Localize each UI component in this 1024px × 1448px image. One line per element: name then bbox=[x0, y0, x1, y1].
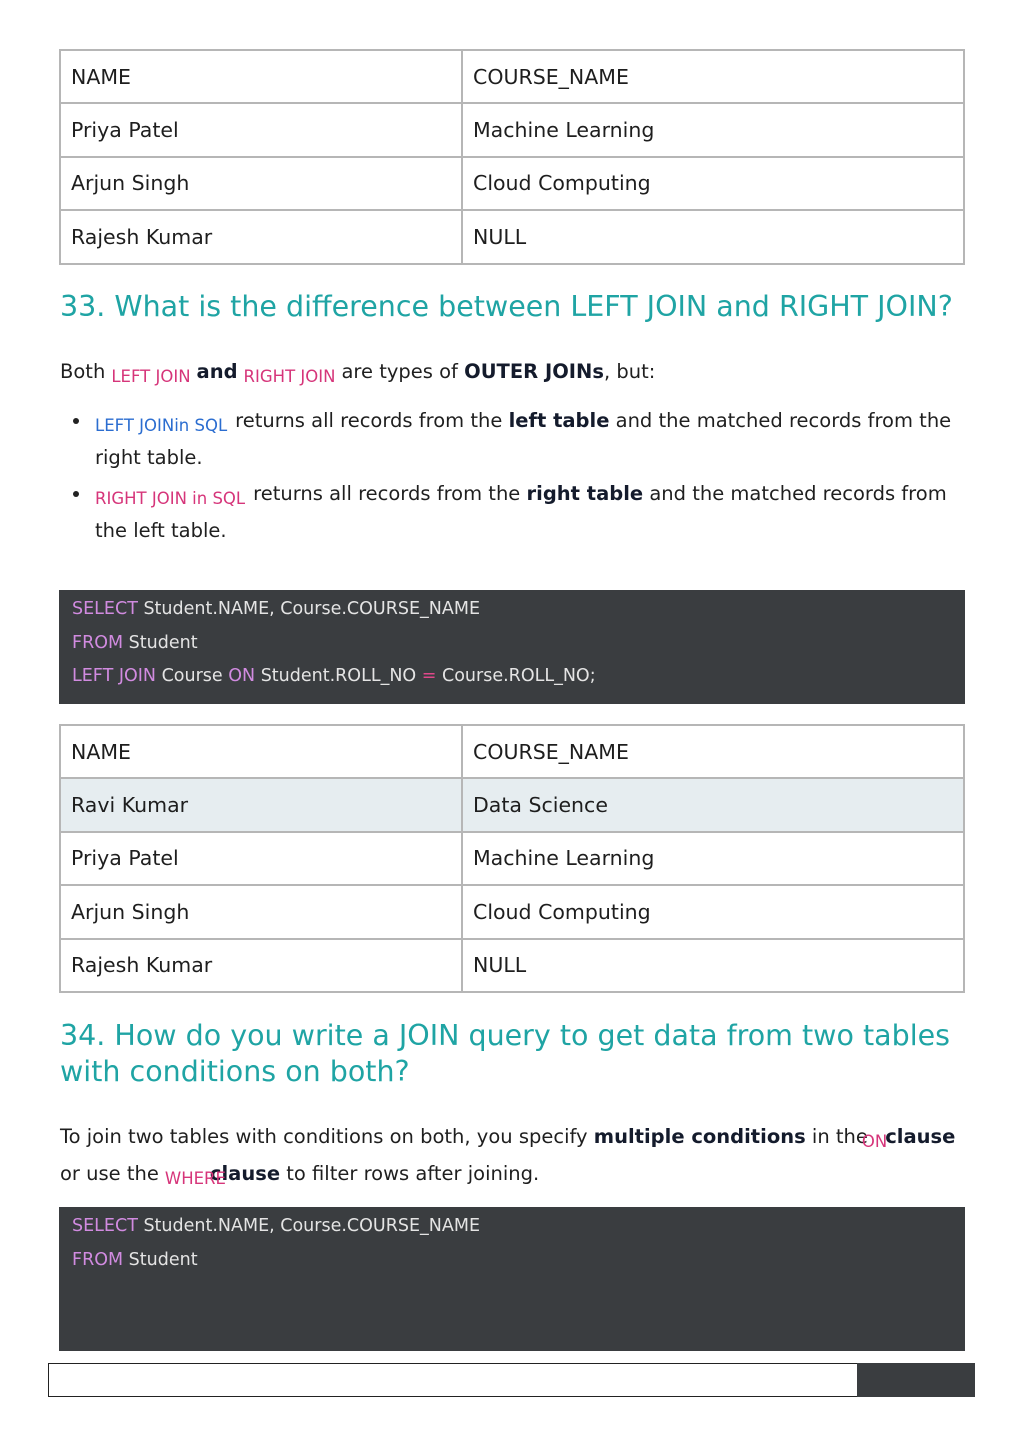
table-cell: Ravi Kumar bbox=[60, 778, 462, 831]
list-item-bold: left table bbox=[508, 409, 610, 432]
code-block-join-conditions bbox=[59, 1207, 965, 1351]
table-cell: Rajesh Kumar bbox=[60, 939, 462, 992]
list-item-text: and the matched records from the left table. bbox=[95, 482, 947, 542]
code-keyword: ON bbox=[228, 666, 256, 686]
table-row bbox=[60, 778, 964, 831]
bullet-icon bbox=[73, 491, 79, 497]
left-join-inline-code: LEFT JOIN bbox=[111, 367, 191, 386]
code-keyword: SELECT bbox=[72, 1216, 138, 1236]
list-item-text: returns all records from the bbox=[235, 409, 503, 432]
code-text: Course bbox=[156, 666, 229, 686]
question-33-heading: 33. What is the difference between LEFT JOIN and RIGHT JOIN? bbox=[60, 290, 953, 323]
right-join-inline-code: RIGHT JOIN bbox=[243, 367, 336, 386]
code-text: Course.ROLL_NO; bbox=[436, 666, 596, 686]
code-line bbox=[72, 1210, 952, 1244]
table-cell: Arjun Singh bbox=[60, 157, 462, 210]
table-cell: NULL bbox=[462, 210, 964, 263]
code-block-left-join bbox=[59, 590, 965, 704]
table-cell: NULL bbox=[462, 939, 964, 992]
outer-joins-bold: OUTER JOINs bbox=[464, 360, 604, 383]
table-cell: Arjun Singh bbox=[60, 885, 462, 938]
table-header-cell: COURSE_NAME bbox=[462, 725, 964, 778]
para-bold: clause bbox=[885, 1125, 956, 1148]
para-text: to filter rows after joining. bbox=[286, 1162, 540, 1185]
table-row bbox=[60, 157, 964, 210]
table-cell: Machine Learning bbox=[462, 832, 964, 885]
table-header-cell: NAME bbox=[60, 725, 462, 778]
on-inline-code: ON bbox=[861, 1132, 888, 1151]
table-header-row bbox=[60, 725, 964, 778]
intro-text: Both bbox=[60, 360, 106, 383]
code-text: Student bbox=[123, 1249, 198, 1270]
table-cell: Cloud Computing bbox=[462, 885, 964, 938]
para-text: To join two tables with conditions on both, you specify bbox=[60, 1125, 588, 1148]
table-cell: Priya Patel bbox=[60, 103, 462, 156]
table-cell: Data Science bbox=[462, 778, 964, 831]
code-line bbox=[72, 1244, 952, 1278]
code-keyword: FROM bbox=[72, 632, 124, 653]
question-34-heading: 34. How do you write a JOIN query to get data from two tables with conditions on both? bbox=[60, 1019, 950, 1088]
table-header-row bbox=[60, 50, 964, 103]
table-row bbox=[60, 885, 964, 938]
code-line bbox=[72, 593, 952, 627]
code-text: Student.ROLL_NO bbox=[255, 666, 422, 686]
code-keyword: SELECT bbox=[72, 599, 138, 619]
table-cell: Priya Patel bbox=[60, 832, 462, 885]
table-cell: Rajesh Kumar bbox=[60, 210, 462, 263]
list-item-bold: right table bbox=[526, 482, 644, 505]
where-inline-code: WHERE bbox=[164, 1169, 226, 1188]
footer-bar bbox=[48, 1363, 858, 1397]
table-row bbox=[60, 939, 964, 992]
list-item bbox=[60, 403, 970, 476]
table-row bbox=[60, 832, 964, 885]
table-row bbox=[60, 103, 964, 156]
table-header-cell: COURSE_NAME bbox=[462, 50, 964, 103]
list-item-text: returns all records from the bbox=[253, 482, 521, 505]
code-keyword: FROM bbox=[72, 1249, 124, 1270]
join-difference-list bbox=[60, 403, 970, 549]
code-text: Student.NAME, Course.COURSE_NAME bbox=[137, 1216, 481, 1236]
intro-text: are types of bbox=[341, 360, 458, 383]
table-header-cell: NAME bbox=[60, 50, 462, 103]
list-item bbox=[60, 476, 970, 549]
right-join-link[interactable]: RIGHT JOIN in SQL bbox=[95, 489, 246, 508]
table-cell: Machine Learning bbox=[462, 103, 964, 156]
intro-text: , but: bbox=[603, 360, 656, 383]
code-line bbox=[72, 660, 952, 694]
code-text: Student bbox=[123, 632, 198, 653]
bullet-icon bbox=[73, 418, 79, 424]
question-34-paragraph bbox=[60, 1119, 970, 1193]
table-row bbox=[60, 210, 964, 263]
para-text: in the bbox=[811, 1125, 868, 1148]
question-33-intro bbox=[60, 354, 970, 391]
list-item-text: and the matched records from the right table. bbox=[95, 409, 952, 469]
code-keyword: LEFT JOIN bbox=[72, 666, 157, 686]
table-cell: Cloud Computing bbox=[462, 157, 964, 210]
footer-page-block bbox=[857, 1363, 975, 1397]
code-text: Student.NAME, Course.COURSE_NAME bbox=[137, 599, 481, 619]
para-text: or use the bbox=[60, 1162, 159, 1185]
code-operator: = bbox=[421, 666, 437, 686]
result-table-2 bbox=[59, 724, 965, 993]
result-table-1 bbox=[59, 49, 965, 265]
left-join-link[interactable]: LEFT JOINin SQL bbox=[95, 416, 228, 435]
para-bold: clause bbox=[209, 1162, 281, 1185]
code-line bbox=[72, 627, 952, 661]
para-bold: multiple conditions bbox=[593, 1125, 806, 1148]
intro-and: and bbox=[196, 360, 238, 383]
